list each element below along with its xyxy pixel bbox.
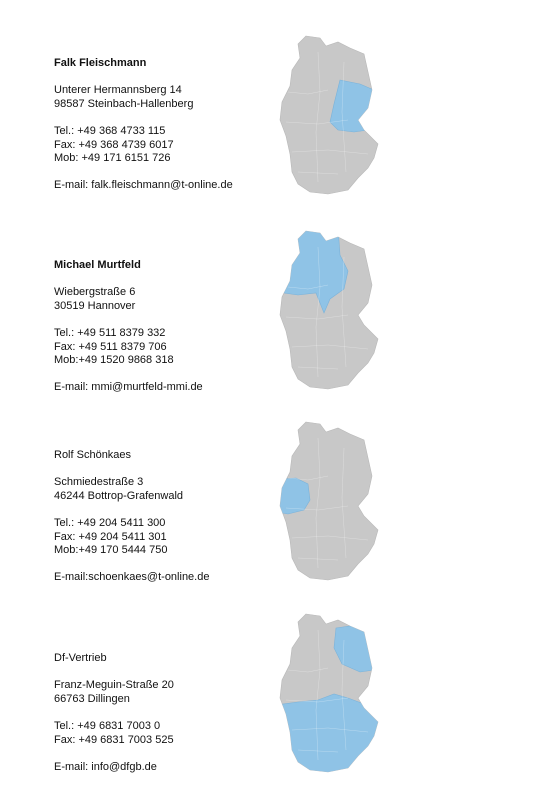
contact-city: 46244 Bottrop-Grafenwald: [54, 489, 184, 502]
contact-street: Schmiedestraße 3: [54, 476, 144, 489]
contact-phone: Tel.: +49 368 4733 115: [54, 124, 166, 137]
contact-name: Michael Murtfeld: [54, 259, 141, 271]
contact-city: 30519 Hannover: [54, 299, 136, 312]
contact-street: Wiebergstraße 6: [54, 286, 136, 299]
germany-map-west-region: [268, 418, 388, 586]
contact-fax: Fax: +49 511 8379 706: [54, 340, 167, 353]
contact-street: Franz-Meguin-Straße 20: [54, 679, 174, 692]
contact-card-4: [54, 652, 274, 774]
contact-city: 66763 Dillingen: [54, 692, 130, 705]
contact-phone: Tel.: +49 511 8379 332: [54, 326, 166, 339]
contact-mobile: Mob:+49 170 5444 750: [54, 544, 168, 557]
germany-map: [268, 32, 388, 200]
contact-mobile: Mob: +49 171 6151 726: [54, 152, 171, 165]
contact-email: E-mail: info@dfgb.de: [54, 760, 157, 773]
contact-card-2: [54, 259, 274, 395]
germany-map: [268, 418, 388, 586]
contact-fax: Fax: +49 368 4739 6017: [54, 138, 174, 151]
contact-fax: Fax: +49 204 5411 301: [54, 530, 167, 543]
contact-email: E-mail: falk.fleischmann@t-online.de: [54, 179, 233, 192]
germany-map-north-region: [268, 227, 388, 395]
germany-map-east-region: [268, 32, 388, 200]
germany-map: [268, 227, 388, 395]
contact-card-3: [54, 449, 274, 585]
contact-city: 98587 Steinbach-Hallenberg: [54, 97, 194, 110]
contact-fax: Fax: +49 6831 7003 525: [54, 733, 174, 746]
contact-street: Unterer Hermannsberg 14: [54, 84, 182, 97]
contact-email: E-mail: mmi@murtfeld-mmi.de: [54, 381, 203, 394]
contact-phone: Tel.: +49 204 5411 300: [54, 516, 166, 529]
contact-phone: Tel.: +49 6831 7003 0: [54, 719, 161, 732]
contact-name: Rolf Schönkaes: [54, 449, 132, 461]
contact-name: Df-Vertrieb: [54, 652, 107, 664]
contact-name: Falk Fleischmann: [54, 57, 147, 69]
germany-map: [268, 610, 388, 778]
germany-map-south-and-northeast-regions: [268, 610, 388, 778]
contact-card-1: [54, 57, 274, 193]
contact-email: E-mail:schoenkaes@t-online.de: [54, 571, 210, 584]
contact-mobile: Mob:+49 1520 9868 318: [54, 354, 174, 367]
